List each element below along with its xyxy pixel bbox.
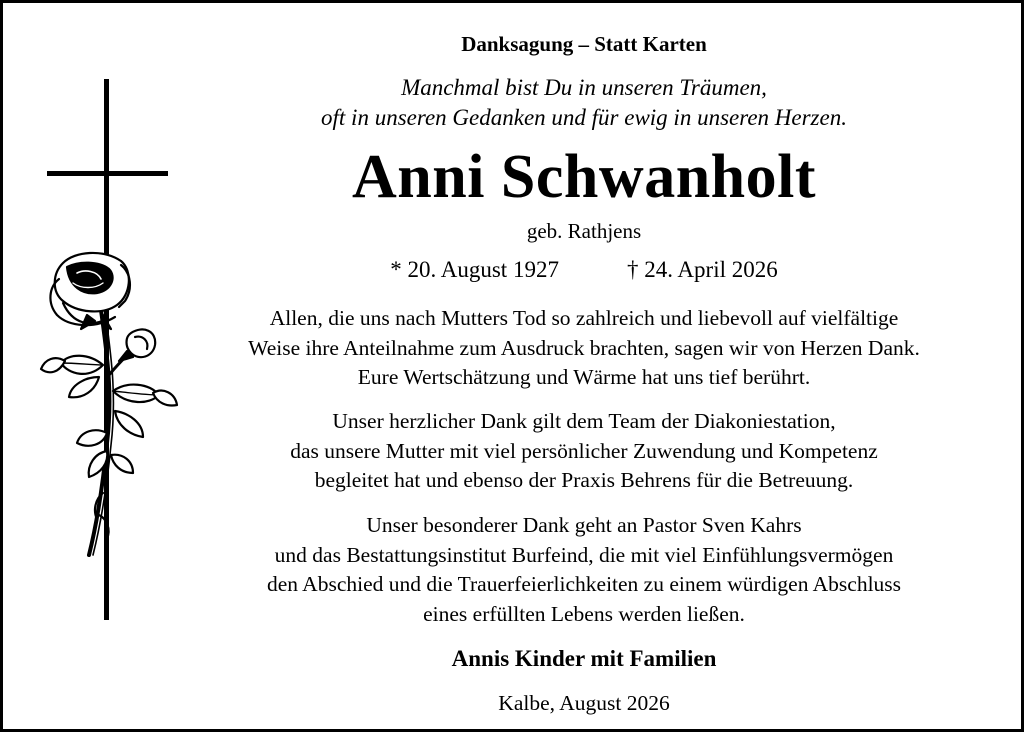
- place-and-date: Kalbe, August 2026: [498, 691, 670, 715]
- paragraph-line: den Abschied und die Trauerfeierlichkeiten zu einem würdigen Abschluss: [266, 572, 902, 596]
- motto-line: Manchmal bist Du in unseren Träumen,: [401, 75, 767, 100]
- paragraph-line: das unsere Mutter mit viel persönlicher Zuwendung und Kompetenz: [290, 438, 878, 463]
- thanks-paragraph: [153, 407, 1015, 496]
- notice-heading: Danksagung – Statt Karten: [461, 32, 707, 56]
- paragraph-line: eines erfüllten Lebens werden ließen.: [423, 601, 745, 626]
- paragraph-line: Unser herzlicher Dank gilt dem Team der Diakoniestation,: [332, 409, 836, 433]
- paragraph-line: Unser besonderer Dank geht an Pastor Sven Kahrs: [366, 513, 802, 537]
- maiden-name: geb. Rathjens: [526, 219, 642, 243]
- thanks-paragraph: [153, 511, 1015, 629]
- motto: [153, 73, 1015, 133]
- signature: Annis Kinder mit Familien: [451, 646, 717, 671]
- thanks-paragraph: [153, 304, 1015, 393]
- paragraph-line: Weise ihre Anteilnahme zum Ausdruck brachten, sagen wir von Herzen Dank.: [248, 335, 920, 360]
- paragraph-line: Eure Wertschätzung und Wärme hat uns tief berührt.: [357, 365, 811, 389]
- motto-line: oft in unseren Gedanken und für ewig in unseren Herzen.: [321, 105, 847, 130]
- deceased-name: Anni Schwanholt: [351, 143, 817, 211]
- death-date: † 24. April 2026: [626, 257, 778, 282]
- paragraph-line: begleitet hat und ebenso der Praxis Behrens für die Betreuung.: [314, 468, 854, 492]
- paragraph-line: und das Bestattungsinstitut Burfeind, die mit viel Einfühlungsvermögen: [274, 542, 894, 567]
- paragraph-line: Allen, die uns nach Mutters Tod so zahlreich und liebevoll auf vielfältige: [269, 306, 899, 330]
- birth-date: * 20. August 1927: [390, 257, 559, 282]
- life-dates: [153, 255, 1015, 285]
